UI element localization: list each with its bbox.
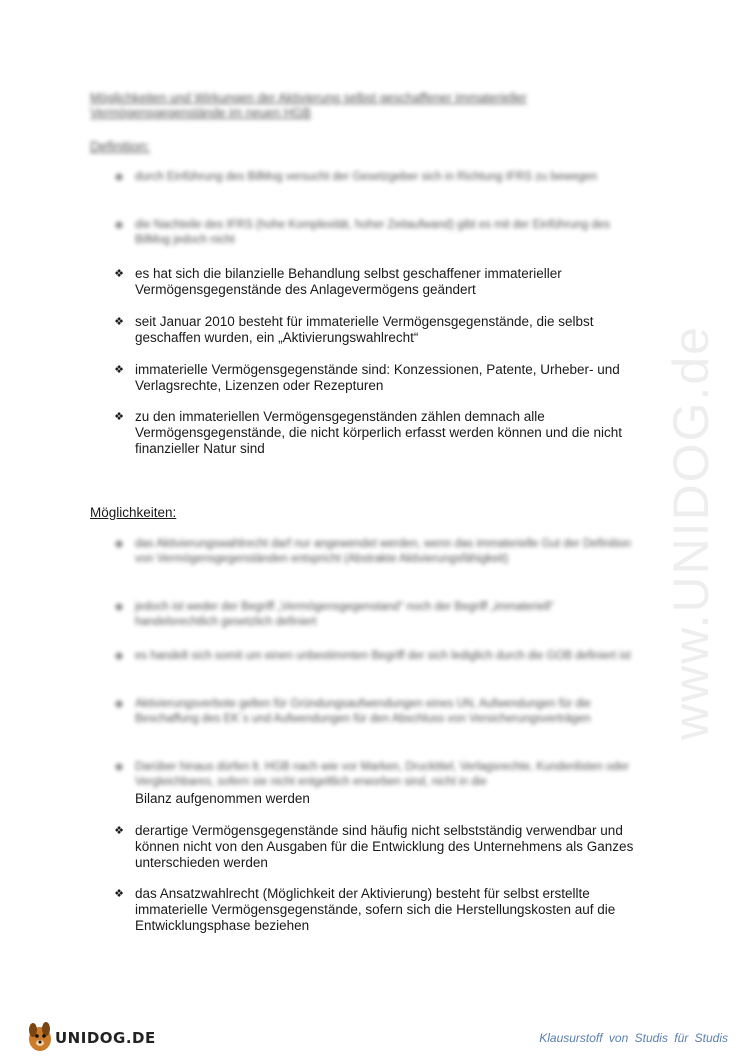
continuation-line: Bilanz aufgenommen werden <box>135 791 310 806</box>
diamond-bullet-icon: ❖ <box>114 268 124 280</box>
list-item-text: durch Einführung des BilMog versucht der Gesetzgeber sich in Richtung IFRS zu bewegen <box>135 171 598 183</box>
list-item-text: Aktivierungsverbote gelten für Gründungsaufwendungen eines UN, Aufwendungen für die Beschaffung des EK´s und Aufwendungen für den Abschluss von Versicherungsverträgen <box>135 698 591 725</box>
diamond-bullet-icon: ❖ <box>114 220 124 232</box>
diamond-bullet-icon: ❖ <box>114 411 124 423</box>
diamond-bullet-icon: ❖ <box>114 364 124 376</box>
diamond-bullet-icon: ❖ <box>114 762 124 774</box>
document-title: Möglichkeiten und Wirkungen der Aktivierung selbst geschaffener immaterieller Vermögensgegenstände im neuen HGB <box>90 91 527 120</box>
footer-tagline: Klausurstoff von Studis für Studis <box>539 1031 728 1045</box>
list-item-text: es handelt sich somit um einen unbestimmten Begriff der sich lediglich durch die GOB definiert ist <box>135 650 631 662</box>
list-item-text: das Ansatzwahlrecht (Möglichkeit der Aktivierung) besteht für selbst erstellte immaterielle Vermögensgegenstände, sofern sich die Herstellungskosten auf die Entwicklungsphase beziehen <box>135 886 616 933</box>
list-item-text: jedoch ist weder der Begriff „Vermögensgegenstand“ noch der Begriff „immateriell“ handelsrechtlich gesetzlich definiert <box>135 601 554 628</box>
diamond-bullet-icon: ❖ <box>114 539 124 551</box>
diamond-bullet-icon: ❖ <box>114 888 124 900</box>
diamond-bullet-icon: ❖ <box>114 825 124 837</box>
list-item-text: seit Januar 2010 besteht für immaterielle Vermögensgegenstände, die selbst geschaffen wurden, ein „Aktivierungswahlrecht“ <box>135 314 594 345</box>
list-item-text: es hat sich die bilanzielle Behandlung selbst geschaffener immaterieller Vermögensgegenstände des Anlagevermögens geändert <box>135 266 562 297</box>
diamond-bullet-icon: ❖ <box>114 651 124 663</box>
list-item-text: die Nachteile des IFRS (hohe Komplexität, hoher Zeitaufwand) gibt es mit der Einführung des BilMog jedoch nicht <box>135 219 610 246</box>
diamond-bullet-icon: ❖ <box>114 602 124 614</box>
diamond-bullet-icon: ❖ <box>114 316 124 328</box>
watermark-text: www.UNIDOG.de <box>663 325 719 740</box>
definition-heading: Definition: <box>90 139 151 154</box>
possibilities-heading: Möglichkeiten: <box>90 505 177 520</box>
list-item-text: das Aktivierungswahlrecht darf nur angewendet werden, wenn das immaterielle Gut der Definition von Vermögensgegenständen entspricht (Abstrakte Aktivierungsfähigkeit) <box>135 538 632 565</box>
list-item-text: derartige Vermögensgegenstände sind häufig nicht selbstständig verwendbar und können nicht von den Ausgaben für die Entwicklung des Unternehmens als Ganzes unterschieden werden <box>135 823 634 870</box>
logo-text: UNIDOG.DE <box>55 1029 156 1047</box>
list-item-text: zu den immateriellen Vermögensgegenständen zählen demnach alle Vermögensgegenstände, die nicht körperlich erfasst werden können und die nicht finanzieller Natur sind <box>135 409 623 456</box>
diamond-bullet-icon: ❖ <box>114 172 124 184</box>
list-item-text: Darüber hinaus dürfen lt. HGB nach wie vor Marken, Drucktitel, Verlagsrechte, Kundenlisten oder Vergleichbares, sofern sie nicht entgeltlich erworben sind, nicht in die <box>135 761 630 788</box>
list-item-text: immaterielle Vermögensgegenstände sind: Konzessionen, Patente, Urheber- und Verlagsrechte, Lizenzen oder Rezepturen <box>135 362 620 393</box>
diamond-bullet-icon: ❖ <box>114 699 124 711</box>
